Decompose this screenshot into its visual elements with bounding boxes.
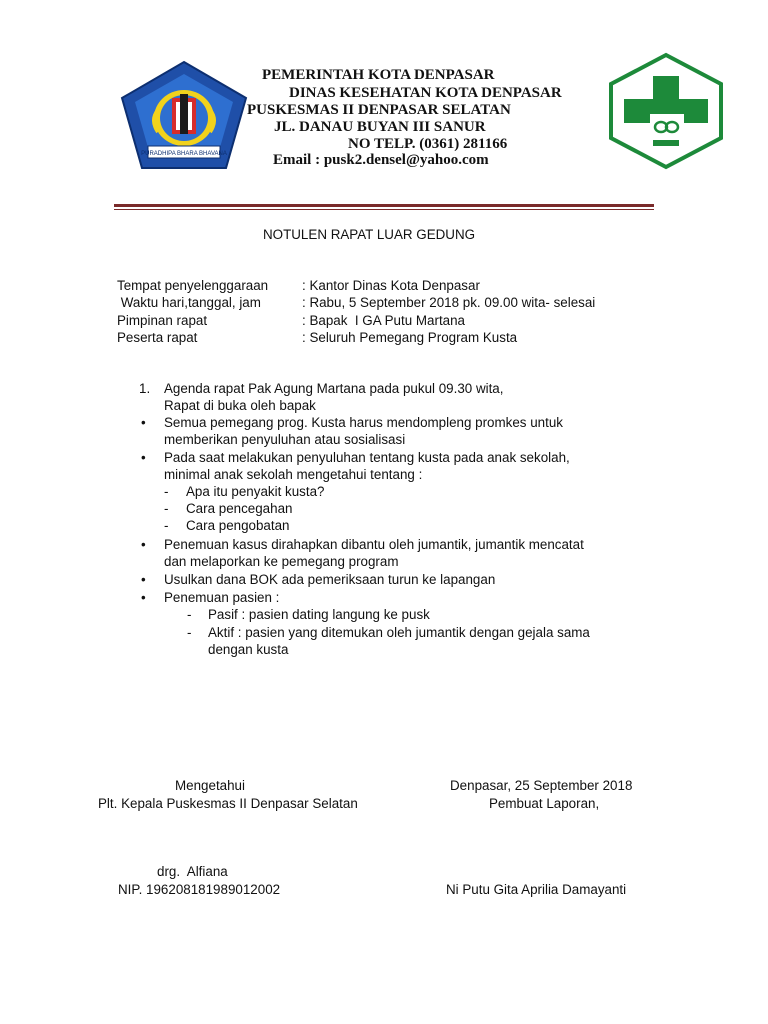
dash-marker: - xyxy=(164,518,169,533)
dash-marker: - xyxy=(187,607,192,622)
dash-marker: - xyxy=(164,501,169,516)
bullet-icon: • xyxy=(141,415,146,430)
emblem-banner-text: PURADHIPA BHARA BHAVANA xyxy=(141,151,227,157)
meta-value: : Seluruh Pemegang Program Kusta xyxy=(302,330,518,345)
meta-label: Pimpinan rapat xyxy=(117,313,208,328)
letterhead-phone: NO TELP. (0361) 281166 xyxy=(348,136,508,152)
reporter-name: Ni Putu Gita Aprilia Damayanti xyxy=(446,882,627,897)
approver-name: drg. Alfiana xyxy=(157,864,228,879)
header-divider-thick xyxy=(114,204,654,207)
list-item: memberikan penyuluhan atau sosialisasi xyxy=(164,432,406,447)
letterhead-clinic: PUSKESMAS II DENPASAR SELATAN xyxy=(247,102,511,118)
sub-item: Cara pencegahan xyxy=(186,501,293,516)
sub-item: dengan kusta xyxy=(208,642,289,657)
reporter-role: Pembuat Laporan, xyxy=(489,796,600,811)
meta-label: Peserta rapat xyxy=(117,330,198,345)
letterhead-agency: DINAS KESEHATAN KOTA DENPASAR xyxy=(289,85,562,101)
city-emblem-icon xyxy=(118,58,250,172)
bullet-icon: • xyxy=(141,537,146,552)
bullet-icon: • xyxy=(141,450,146,465)
list-item: Penemuan kasus dirahapkan dibantu oleh jumantik, jumantik mencatat xyxy=(164,537,584,552)
letterhead-government: PEMERINTAH KOTA DENPASAR xyxy=(262,67,495,83)
header-divider-thin xyxy=(114,209,654,210)
sub-item: Aktif : pasien yang ditemukan oleh jumantik dengan gejala sama xyxy=(208,625,590,640)
dash-marker: - xyxy=(187,625,192,640)
list-item: Pada saat melakukan penyuluhan tentang kusta pada anak sekolah, xyxy=(164,450,570,465)
list-item: Rapat di buka oleh bapak xyxy=(164,398,316,413)
report-date: Denpasar, 25 September 2018 xyxy=(450,778,633,793)
list-item: minimal anak sekolah mengetahui tentang : xyxy=(164,467,423,482)
meta-label: Waktu hari,tanggal, jam xyxy=(117,295,261,310)
list-item: Agenda rapat Pak Agung Martana pada pukul 09.30 wita, xyxy=(164,381,504,396)
list-number: 1. xyxy=(139,381,151,396)
approver-heading: Mengetahui xyxy=(175,778,245,793)
bullet-icon: • xyxy=(141,590,146,605)
sub-item: Apa itu penyakit kusta? xyxy=(186,484,325,499)
letterhead-address: JL. DANAU BUYAN III SANUR xyxy=(274,119,486,135)
meta-value: : Kantor Dinas Kota Denpasar xyxy=(302,278,480,293)
puskesmas-cross-icon xyxy=(606,52,726,170)
list-item: dan melaporkan ke pemegang program xyxy=(164,554,399,569)
meta-label: Tempat penyelenggaraan xyxy=(117,278,269,293)
sub-item: Cara pengobatan xyxy=(186,518,290,533)
meta-value: : Rabu, 5 September 2018 pk. 09.00 wita- selesai xyxy=(302,295,596,310)
letterhead-email: Email : pusk2.densel@yahoo.com xyxy=(273,152,489,168)
list-item: Semua pemegang prog. Kusta harus mendompleng promkes untuk xyxy=(164,415,563,430)
document-title: NOTULEN RAPAT LUAR GEDUNG xyxy=(263,227,476,242)
approver-role: Plt. Kepala Puskesmas II Denpasar Selatan xyxy=(98,796,358,811)
list-item: Penemuan pasien : xyxy=(164,590,280,605)
meta-value: : Bapak I GA Putu Martana xyxy=(302,313,466,328)
approver-nip: NIP. 196208181989012002 xyxy=(118,882,281,897)
sub-item: Pasif : pasien dating langung ke pusk xyxy=(208,607,430,622)
bullet-icon: • xyxy=(141,572,146,587)
dash-marker: - xyxy=(164,484,169,499)
list-item: Usulkan dana BOK ada pemeriksaan turun ke lapangan xyxy=(164,572,496,587)
